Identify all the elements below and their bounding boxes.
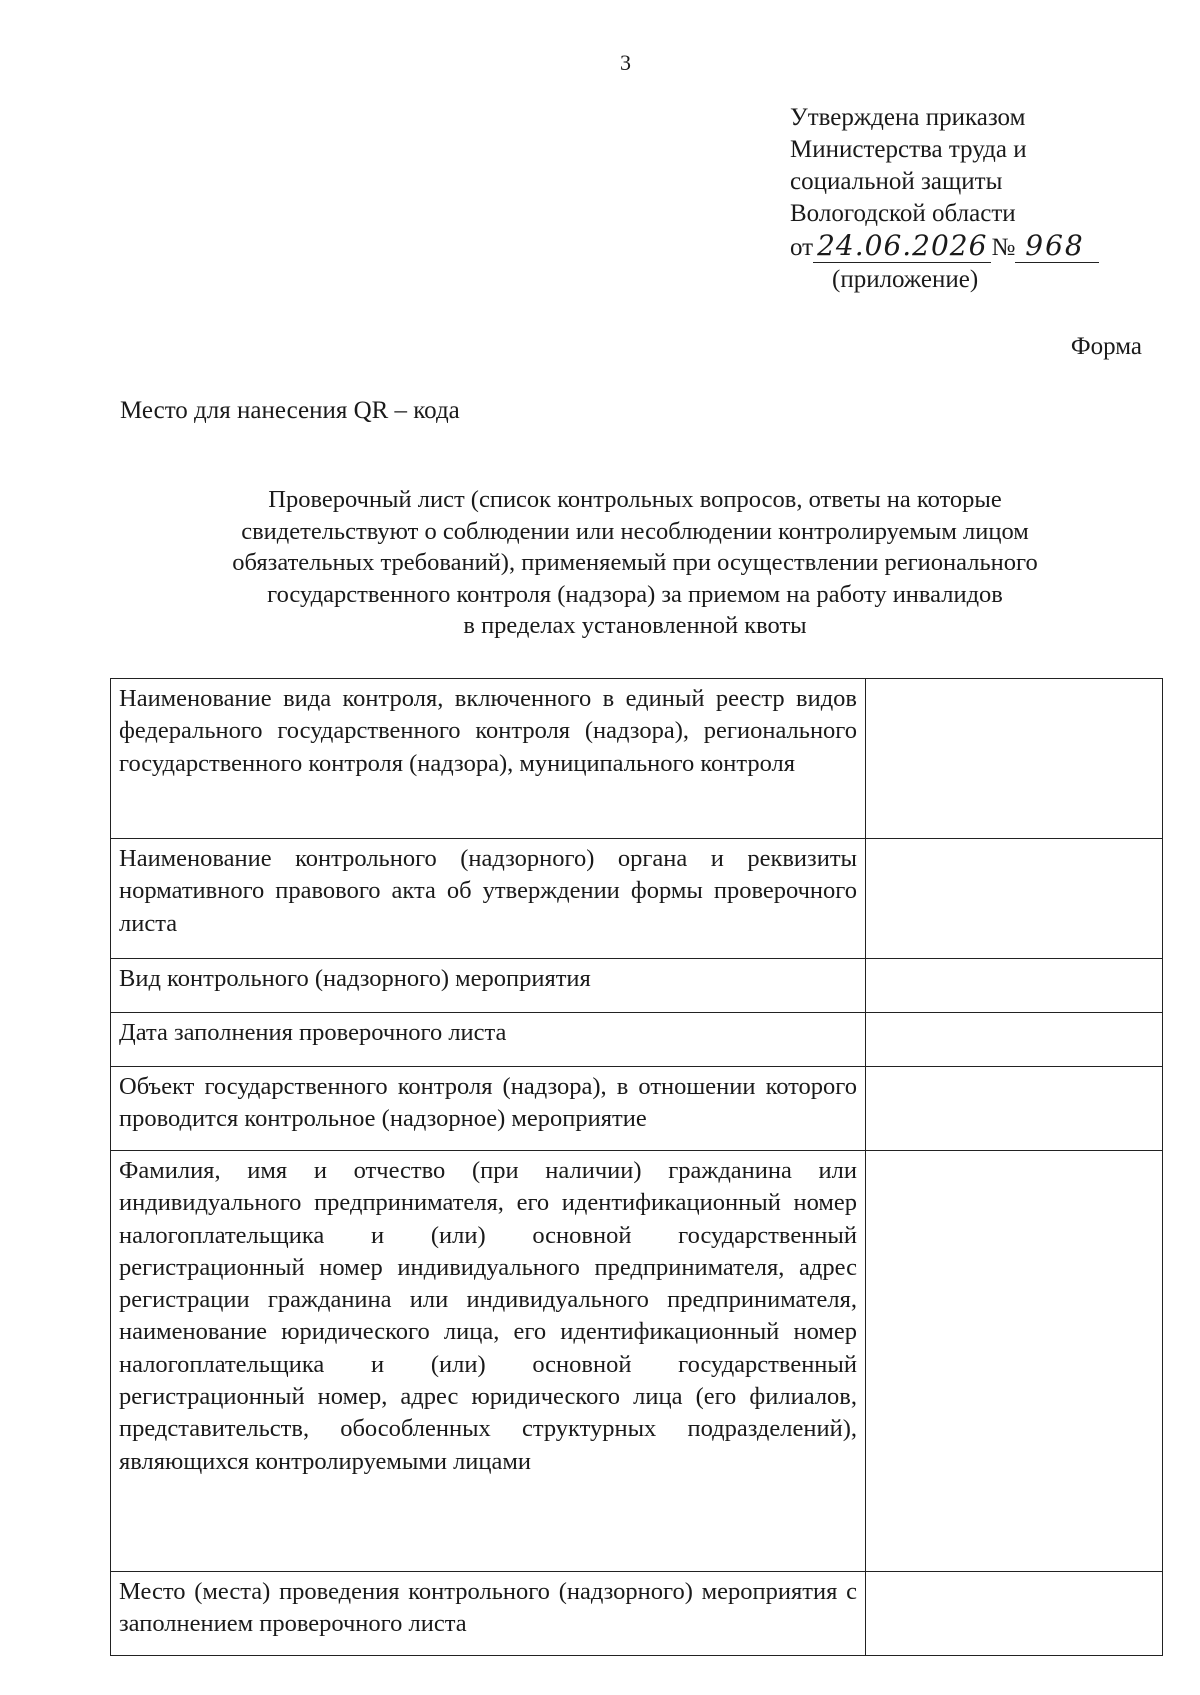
from-label: от bbox=[790, 234, 814, 261]
approval-note: (приложение) bbox=[832, 266, 979, 293]
row-value-event-type[interactable] bbox=[866, 959, 1163, 1013]
qr-code-placeholder-label: Место для нанесения QR – кода bbox=[120, 397, 460, 424]
title-line-3: обязательных требований), применяемый при осуществлении регионального bbox=[232, 549, 1038, 576]
handwritten-number: 968 bbox=[1015, 229, 1098, 263]
title-line-4: государственного контроля (надзора) за приемом на работу инвалидов bbox=[267, 580, 1003, 608]
table-row bbox=[111, 1572, 1163, 1656]
row-label-fill-date: Дата заполнения проверочного листа bbox=[111, 1013, 866, 1067]
approval-line-1: Утверждена приказом bbox=[790, 104, 1026, 131]
table-row bbox=[111, 839, 1163, 959]
row-value-fill-date[interactable] bbox=[866, 1013, 1163, 1067]
row-value-control-body[interactable] bbox=[866, 839, 1163, 959]
row-label-control-body: Наименование контрольного (надзорного) органа и реквизиты нормативного правового акта об утверждении формы проверочного листа bbox=[111, 839, 866, 959]
number-label: № bbox=[991, 234, 1016, 261]
approval-line-2: Министерства труда и bbox=[790, 136, 1027, 163]
approval-line-3: социальной защиты bbox=[790, 168, 1003, 195]
page-number: 3 bbox=[620, 50, 631, 75]
table-row bbox=[111, 679, 1163, 839]
table-row bbox=[111, 1013, 1163, 1067]
row-value-control-object[interactable] bbox=[866, 1067, 1163, 1151]
checklist-header-table bbox=[110, 678, 1163, 1656]
approval-date-number-line bbox=[790, 230, 1099, 264]
table-row bbox=[111, 1067, 1163, 1151]
title-line-1: Проверочный лист (список контрольных вопросов, ответы на которые bbox=[268, 486, 1002, 513]
row-label-control-type: Наименование вида контроля, включенного в единый реестр видов федерального государственного контроля (надзора), регионального государственного контроля (надзора), муниципального контроля bbox=[111, 679, 866, 839]
table-row bbox=[111, 959, 1163, 1013]
form-label: Форма bbox=[1070, 333, 1142, 360]
document-title bbox=[150, 484, 1120, 642]
row-value-event-place[interactable] bbox=[866, 1572, 1163, 1656]
handwritten-date: 24.06.2026 bbox=[813, 229, 991, 263]
title-line-2: свидетельствуют о соблюдении или несоблюдении контролируемым лицом bbox=[241, 517, 1029, 545]
row-label-event-type: Вид контрольного (надзорного) мероприятия bbox=[111, 959, 866, 1013]
approval-block bbox=[790, 102, 1099, 296]
title-line-5: в пределах установленной квоты bbox=[463, 612, 807, 639]
approval-line-4: Вологодской области bbox=[790, 200, 1016, 227]
row-label-control-object: Объект государственного контроля (надзора), в отношении которого проводится контрольное (надзорное) мероприятие bbox=[111, 1067, 866, 1151]
table-row bbox=[111, 1151, 1163, 1572]
row-value-control-type[interactable] bbox=[866, 679, 1163, 839]
row-label-controlled-person: Фамилия, имя и отчество (при наличии) гражданина или индивидуального предпринимателя, его идентификационный номер налогоплательщика и (или) основной государственный регистрационный номер индивидуального предпринимателя, адрес регистрации гражданина или индивидуального предпринимателя, наименование юридического лица, его идентификационный номер налогоплательщика и (или) основной государственный регистрационный номер, адрес юридического лица (его филиалов, представительств, обособленных структурных подразделений), являющихся контролируемыми лицами bbox=[111, 1151, 866, 1572]
row-label-event-place: Место (места) проведения контрольного (надзорного) мероприятия с заполнением проверочного листа bbox=[111, 1572, 866, 1656]
row-value-controlled-person[interactable] bbox=[866, 1151, 1163, 1572]
